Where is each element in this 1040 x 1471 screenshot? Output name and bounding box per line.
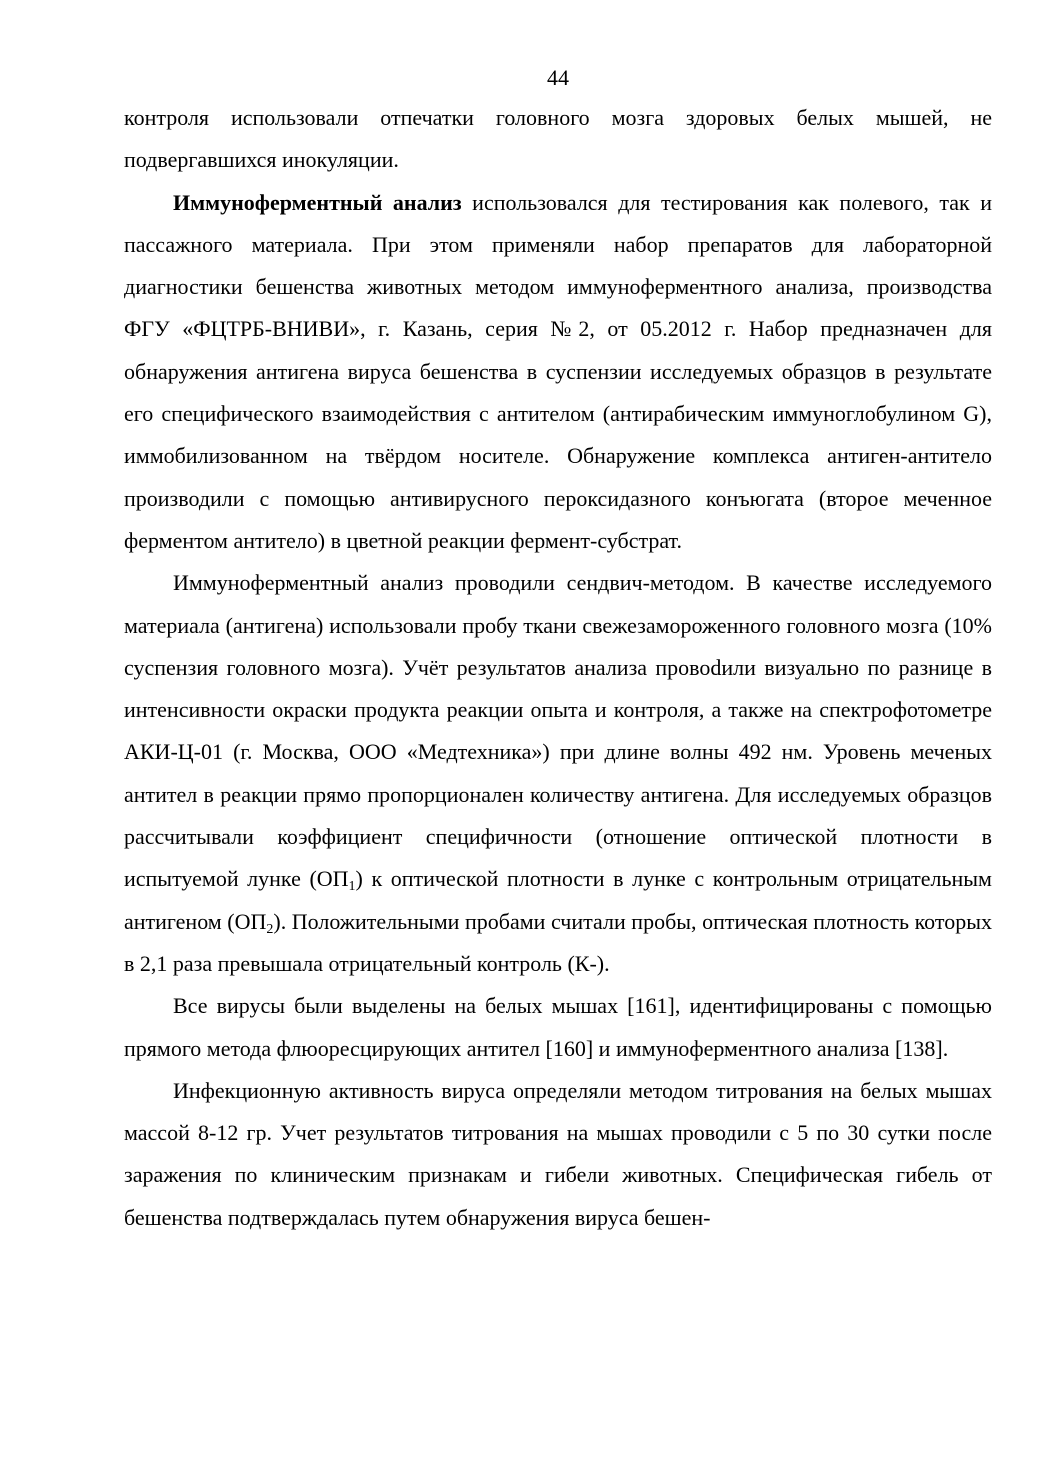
paragraph-1-text: контроля использовали отпечатки головного мозга здоровых белых мышей, не подвергавшихся инокуляции. [124,105,992,173]
paragraph-5-text: Инфекционную активность вируса определяли методом титрования на белых мышах массой 8-12 гр. Учет результатов титрования на мышах проводили с 5 по 30 сутки после заражения по клиническим признакам и гибели животных. Специфическая гибель от бешенства подтверждалась путем обнаружения вируса бешен- [124,1077,992,1230]
paragraph-5 [124,1070,992,1239]
paragraph-3 [124,562,992,985]
subscript-1: 1 [348,879,356,895]
subscript-2: 2 [266,921,274,937]
paragraph-2-text: использовался для тестирования как полевого, так и пассажного материала. При этом применяли набор препаратов для лабораторной диагностики бешенства животных методом иммуноферментного анализа, производства ФГУ «ФЦТРБ-ВНИВИ», г. Казань, серия №2, от 05.2012 г. Набор предназначен для обнаружения антигена вируса бешенства в суспензии исследуемых образцов в результате его специфического взаимодействия с антителом (антирабическим иммуноглобулином G), иммобилизованном на твёрдом носителе. Обнаружение комплекса антиген-антитело производили с помощью антивирусного пероксидазного конъюгата (второе меченное ферментом антитело) в цветной реакции фермент-субстрат. [124,189,992,553]
paragraph-2 [124,182,992,563]
paragraph-1 [124,97,992,182]
paragraph-3-text-b: ) к оптической плотности в лунке с контрольным отрицательным антигеном (ОП [124,866,992,934]
paragraph-3-text-c: ). Положительными пробами считали пробы, оптическая плотность которых в 2,1 раза превышала отрицательный контроль (К-). [124,908,992,976]
paragraph-2-bold-lead: Иммуноферментный анализ [173,189,462,215]
paragraph-3-text-a: Иммуноферментный анализ проводили сендвич-методом. В качестве исследуемого материала (антигена) использовали пробу ткани свежезамороженного головного мозга (10% суспензия головного мозга). Учёт результатов анализа провоdили визуально по разнице в интенсивности окраски продукта реакции опыта и контроля, а также на спектрофотометре АКИ-Ц-01 (г. Москва, ООО «Медтехника») при длине волны 492 нм. Уровень меченых антител в реакции прямо пропорционален количеству антигена. Для исследуемых образцов рассчитывали коэффициент специфичности (отношение оптической плотности в испытуемой лунке (ОП [124,570,992,892]
page-number: 44 [547,65,569,90]
paragraph-4-text: Все вирусы были выделены на белых мышах [161], идентифицированы с помощью прямого метода флюоресцирующих антител [160] и иммуноферментного анализа [138]. [124,993,992,1061]
paragraph-4 [124,985,992,1070]
